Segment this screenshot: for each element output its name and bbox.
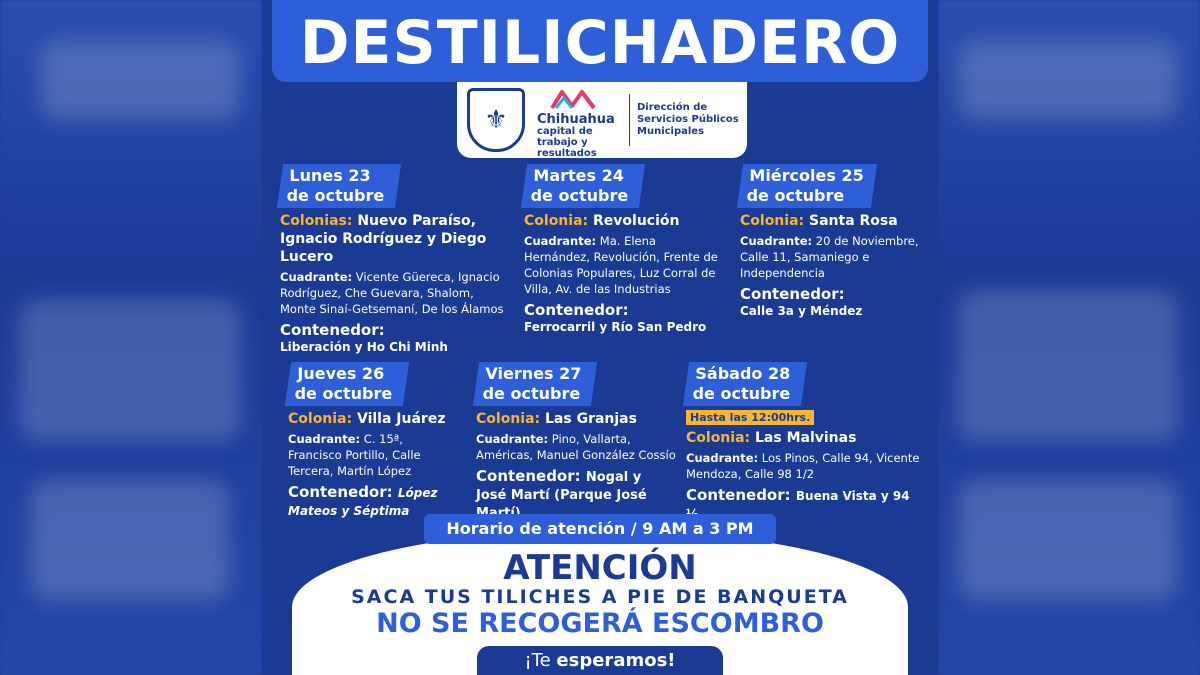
contenedor-label: Contenedor: bbox=[740, 285, 845, 303]
contenedor-value: Calle 3a y Méndez bbox=[740, 304, 863, 318]
colonia-row: Colonias: Nuevo Paraíso, Ignacio Rodríguez y Diego Lucero bbox=[280, 213, 487, 265]
cuadrante-row: Cuadrante: Ma. Elena Hernández, Revolución, Frente de Colonias Populares, Luz Corral de Villa, Av. de las Industrias bbox=[524, 234, 718, 296]
hours-limit-badge: Hasta las 12:00hrs. bbox=[686, 410, 814, 425]
day-heading: Martes 24 de octubre bbox=[521, 164, 645, 208]
day-heading: Viernes 27 de octubre bbox=[473, 362, 597, 406]
logo-card bbox=[457, 82, 747, 158]
day-heading: Lunes 23 de octubre bbox=[277, 164, 401, 208]
contenedor-value: Liberación y Ho Chi Minh bbox=[280, 340, 448, 354]
colonia-row: Colonia: Revolución bbox=[524, 213, 680, 229]
day-card-martes bbox=[524, 164, 724, 335]
cuadrante-row: Cuadrante: Los Pinos, Calle 94, Vicente Mendoza, Calle 98 1/2 bbox=[686, 451, 920, 481]
cuadrante-row: Cuadrante: 20 de Noviembre, Calle 11, Samaniego e Independencia bbox=[740, 234, 919, 280]
day-card-jueves bbox=[288, 362, 458, 519]
day-heading: Sábado 28 de octubre bbox=[683, 362, 807, 406]
city-coat-of-arms-icon: ⚜ bbox=[467, 88, 525, 152]
cuadrante-row: Cuadrante: C. 15ª, Francisco Portillo, Calle Tercera, Martín López bbox=[288, 432, 421, 478]
colonia-row: Colonia: Las Granjas bbox=[476, 411, 637, 427]
day-card-sabado bbox=[686, 362, 926, 522]
day-card-lunes bbox=[280, 164, 512, 355]
instructions-text: SACA TUS TILICHES A PIE DE BANQUETA bbox=[351, 586, 849, 608]
poster-title: DESTILICHADERO bbox=[299, 8, 901, 78]
contenedor-value: Ferrocarril y Río San Pedro bbox=[524, 320, 707, 334]
poster bbox=[262, 0, 938, 675]
brand-wave-icon bbox=[550, 88, 596, 110]
contenedor-label: Contenedor: López Mateos y Séptima bbox=[288, 483, 438, 518]
contenedor-label: Contenedor: Nogal y José Martí (Parque José bbox=[476, 467, 647, 503]
attention-heading: ATENCIÓN bbox=[503, 548, 697, 588]
closing-tag: ¡Te esperamos! bbox=[477, 646, 723, 675]
blurred-background-right bbox=[938, 0, 1200, 675]
day-card-miercoles bbox=[740, 164, 925, 319]
day-card-viernes bbox=[476, 362, 676, 521]
contenedor-label: Contenedor: Buena Vista y 94 bbox=[686, 486, 910, 504]
day-heading: Jueves 26 de octubre bbox=[285, 362, 409, 406]
contenedor-label: Contenedor: bbox=[524, 301, 629, 319]
day-heading: Miércoles 25 de octubre bbox=[737, 164, 878, 208]
department-name: Dirección de Servicios Públicos Municipales bbox=[637, 102, 739, 137]
blurred-background-left bbox=[0, 0, 262, 675]
colonia-row: Colonia: Las Malvinas bbox=[686, 430, 857, 446]
brand-name: Chihuahua bbox=[537, 112, 615, 127]
cuadrante-row: Cuadrante: Vicente Güereca, Ignacio Rodríguez, Che Guevara, Shalom, Monte Sinaí-Getsemaní, De los Álamos bbox=[280, 270, 504, 316]
colonia-row: Colonia: Santa Rosa bbox=[740, 213, 898, 229]
schedule-banner: Horario de atención / 9 AM a 3 PM bbox=[424, 514, 776, 544]
logo-divider bbox=[629, 94, 630, 146]
cuadrante-row: Cuadrante: Pino, Vallarta, Américas, Manuel González Cossío bbox=[476, 432, 676, 462]
no-debris-notice: NO SE RECOGERÁ ESCOMBRO bbox=[376, 608, 824, 639]
contenedor-label: Contenedor: bbox=[280, 321, 385, 339]
colonia-row: Colonia: Villa Juárez bbox=[288, 411, 446, 427]
brand-tagline: capital de trabajo y resultados bbox=[537, 126, 597, 159]
